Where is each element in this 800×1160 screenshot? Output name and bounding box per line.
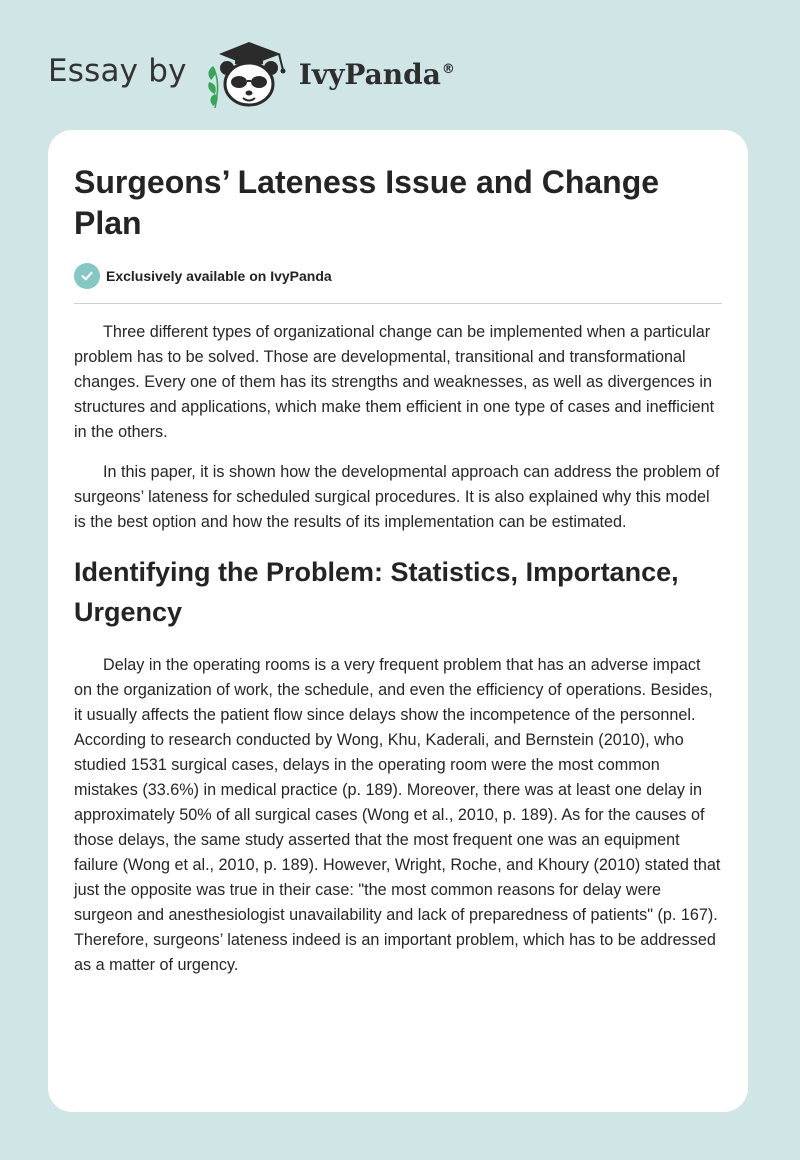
article-card — [48, 130, 748, 1112]
paragraph: Three different types of organizational change can be implemented when a particular problem has to be solved. Those are developmental, transitional and transformational changes. Every one of them has its strengths and weaknesses, as well as divergences in structures and applications, which make them efficient in one type of cases and inefficient in the others. — [74, 323, 715, 441]
brand-header — [48, 38, 455, 110]
check-circle-icon — [74, 263, 100, 289]
brand-prefix: Essay by — [48, 53, 187, 89]
divider — [74, 303, 722, 304]
brand-name: IvyPanda® — [298, 57, 455, 91]
panda-graduate-icon — [201, 38, 297, 110]
paragraph: In this paper, it is shown how the developmental approach can address the problem of surgeons’ lateness for scheduled surgical procedures. It is also explained why this model is the best option and how the results of its implementation can be estimated. — [74, 463, 720, 531]
section-heading: Identifying the Problem: Statistics, Importance, Urgency — [74, 557, 679, 627]
registered-mark: ® — [441, 62, 455, 78]
exclusive-label: Exclusively available on IvyPanda — [106, 268, 332, 284]
page-title: Surgeons’ Lateness Issue and Change Plan — [74, 164, 660, 241]
exclusive-badge — [74, 263, 332, 289]
paragraph: Delay in the operating rooms is a very frequent problem that has an adverse impact on the organization of work, the schedule, and even the efficiency of operations. Besides, it usually affects the patient flow since delays show the incompetence of the personnel. According to research conducted by Wong, Khu, Kaderali, and Bernstein (2010), who studied 1531 surgical cases, delays in the operating room were the most common mistakes (33.6%) in medical practice (p. 189). Moreover, there was at least one delay in approximately 50% of all surgical cases (Wong et al., 2010, p. 189). As for the causes of those delays, the same study asserted that the most frequent one was an equipment failure (Wong et al., 2010, p. 189). However, Wright, Roche, and Khoury (2010) stated that just the opposite was true in their case: "the most common reasons for delay were surgeon and anesthesiologist unavailability and lack of preparedness of patients" (p. 167). Therefore, surgeons’ lateness indeed is an important problem, which has to be addressed as a matter of urgency. — [74, 656, 721, 974]
